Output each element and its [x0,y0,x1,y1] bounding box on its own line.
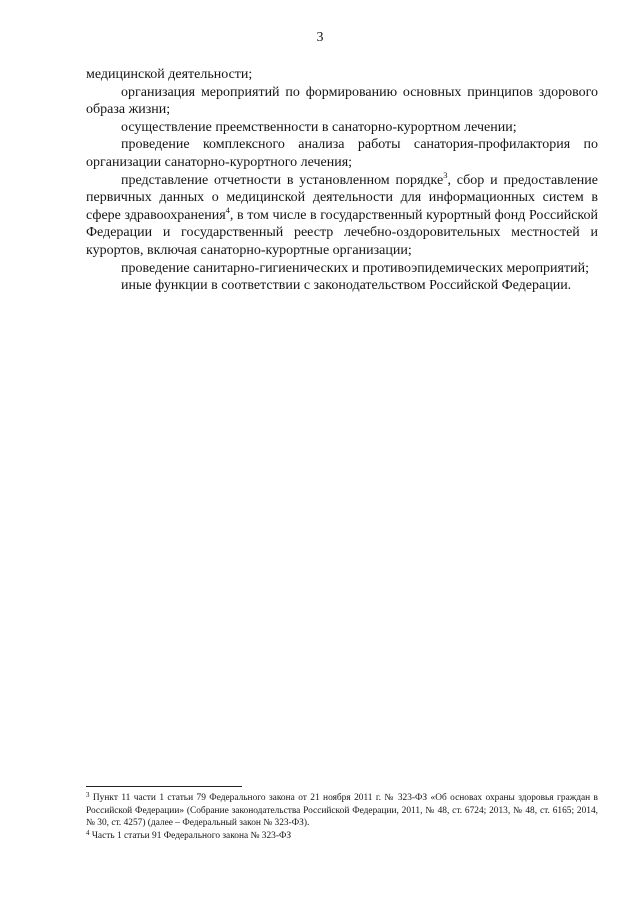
paragraph-5-part-1: представление отчетности в установленном порядке [121,172,444,188]
paragraph-5-part-3: , в том числе в государственный курортный фонд Российской Федерации и государственный реестр лечебно-оздоровительных местностей и курортов, включая санаторно-курортные организации; [86,207,598,258]
footnote-separator [86,786,242,787]
page-number: 3 [316,30,324,45]
paragraph-5 [86,169,598,260]
footnote-mark-3: 3 [86,791,90,799]
paragraph-4: проведение комплексного анализа работы санатория-профилактория по организации санаторно-курортного лечения; [86,137,598,170]
footnote-mark-4: 4 [86,828,90,837]
footnotes [86,792,598,842]
main-text [86,66,598,295]
paragraph-5-part-2: , сбор и предоставление первичных данных о медицинской деятельности для информационных систем в сфере здравоохранения [86,172,598,223]
paragraph-3: осуществление преемственности в санаторно-курортном лечении; [121,119,517,135]
footnote-ref-3[interactable]: 3 [443,169,448,180]
footnote-ref-4[interactable]: 4 [225,204,230,215]
footnote-4-text: Часть 1 статьи 91 Федерального закона № 323-ФЗ [89,830,292,841]
paragraph-2: организация мероприятий по формированию основных принципов здорового образа жизни; [86,84,598,118]
paragraph-6: проведение санитарно-гигиенических и противоэпидемических мероприятий; [121,260,589,276]
footnote-3 [86,792,598,830]
footnote-3-text: Пункт 11 части 1 статьи 79 Федерального закона от 21 ноября 2011 г. № 323-ФЗ «Об основах охраны здоровья граждан в Российской Федерации» (Собрание законодательства Российской Федерации, 2011, № 48, ст. 6724; 2013, № 48, ст. 6165; 2014, № 30, ст. 4257) (далее – Федеральный закон № 323-ФЗ). [86,793,598,829]
paragraph-1: медицинской деятельности; [86,67,253,82]
footnote-4 [86,830,598,843]
paragraph-7: иные функции в соответствии с законодательством Российской Федерации. [121,278,572,294]
